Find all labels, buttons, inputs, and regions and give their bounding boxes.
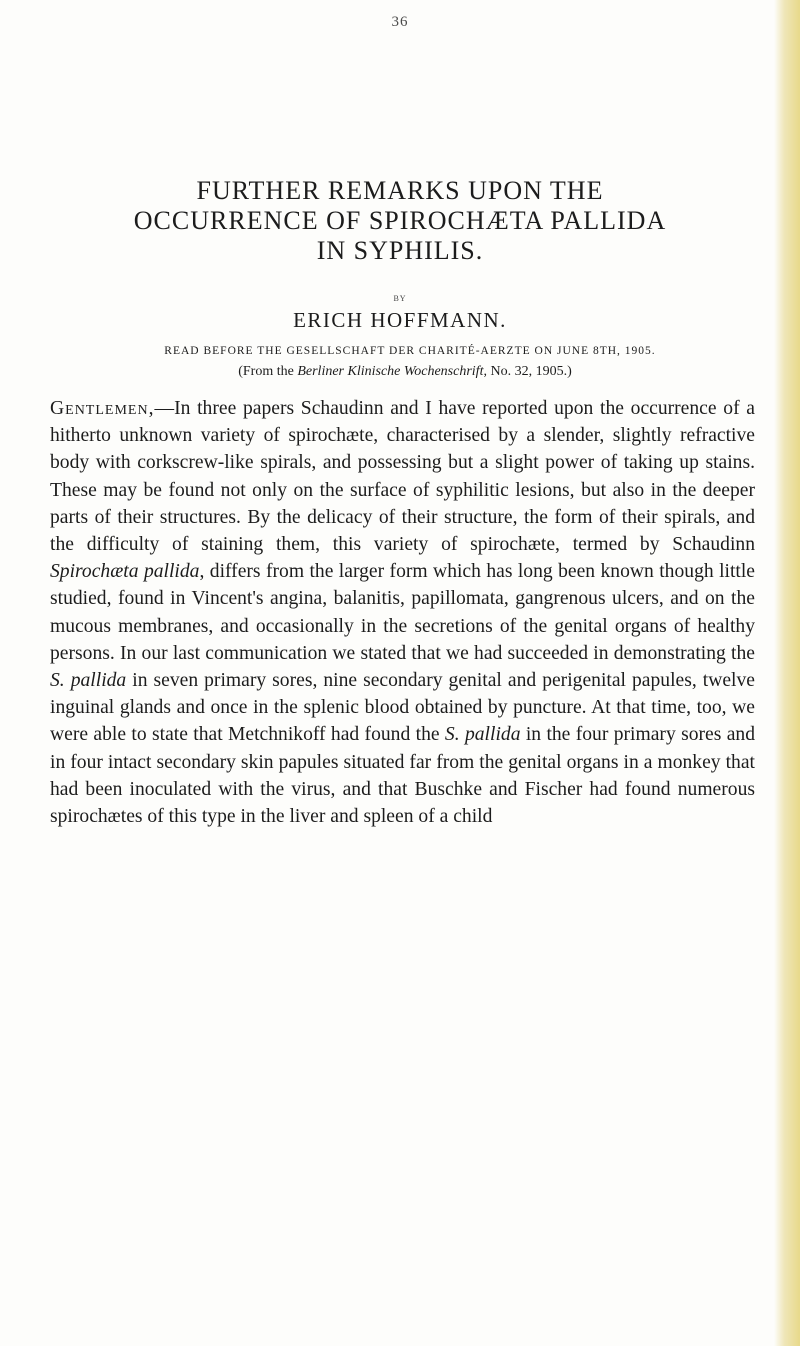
- byline-by: BY: [393, 294, 407, 303]
- source-suffix: , No. 32, 1905.): [483, 364, 572, 379]
- page-number: 36: [391, 14, 409, 30]
- title-line-3: IN SYPHILIS.: [316, 236, 484, 265]
- salutation: Gentlemen,: [50, 398, 155, 419]
- body-paragraph: [50, 395, 755, 830]
- body-text-part-2: , differs from the larger form which has long been known though little studied, found in Vincent's angina, balanitis, papillomata, gangrenous ulcers, and on the mucous membranes, and occasionally in the secretions of the genital organs of healthy persons. In our last communication we stated that we had succeeded in demonstrating the: [50, 561, 755, 664]
- title-line-1: FURTHER REMARKS UPON THE: [196, 176, 604, 205]
- source-citation: [30, 364, 780, 380]
- source-journal: Berliner Klinische Wochenschrift: [297, 364, 484, 379]
- body-text-part-3: in seven primary sores, nine secondary genital and perigenital papules, twelve inguinal glands and once in the splenic blood obtained by puncture. At that time, too, we were able to state that Metchnikoff had found the: [50, 670, 755, 746]
- species-name-2: S. pallida: [50, 670, 127, 692]
- body-text-part-4: in the four primary sores and in four intact secondary skin papules situated far from the genital organs in a monkey that had been inoculated with the virus, and that Buschke and Fischer had found numerous spirochætes of this type in the liver and spleen of a child: [50, 724, 756, 828]
- body-text-part-1: —In three papers Schaudinn and I have reported upon the occurrence of a hitherto unknown variety of spirochæte, characterised by a slender, slightly refractive body with corkscrew-like spirals, and possessing but a slight power of taking up stains. These may be found not only on the surface of syphilitic lesions, but also in the deeper parts of their structures. By the delicacy of their structure, the form of their spirals, and the difficulty of staining them, this variety of spirochæte, termed by Schaudinn: [50, 398, 755, 556]
- article-title: [60, 176, 740, 266]
- page-edge-shading: [774, 0, 800, 1346]
- author-name: ERICH HOFFMANN.: [293, 308, 507, 332]
- source-prefix: (From the: [238, 364, 298, 379]
- species-name-3: S. pallida: [444, 724, 521, 746]
- species-name-1: Spirochæta pallida: [50, 561, 200, 583]
- title-line-2: OCCURRENCE OF SPIROCHÆTA PALLIDA: [133, 206, 667, 235]
- presentation-note: READ BEFORE THE GESELLSCHAFT DER CHARITÉ-AERZTE ON JUNE 8TH, 1905.: [164, 345, 656, 357]
